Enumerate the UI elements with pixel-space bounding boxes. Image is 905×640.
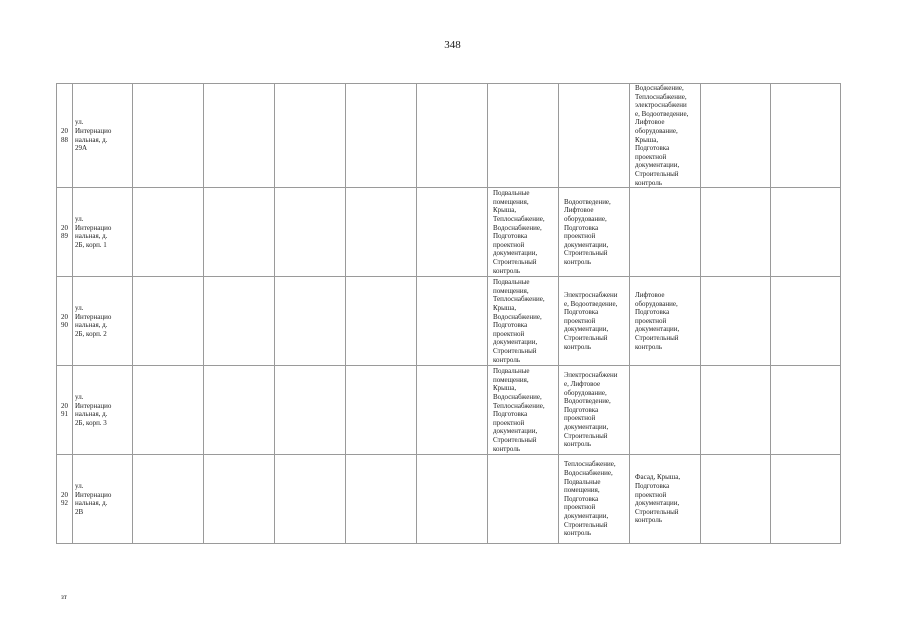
works-cell: [559, 455, 630, 544]
table-cell: [275, 366, 346, 455]
cell-line: 20: [61, 126, 68, 135]
cell-line: Строительный: [564, 249, 608, 258]
cell-line: Подготовка: [635, 144, 670, 153]
works-cell: [630, 455, 701, 544]
cell-line: Интернацио: [75, 490, 112, 499]
cell-line: документации,: [564, 512, 609, 521]
works-cell: [488, 366, 559, 455]
cell-line: Лифтовое: [635, 118, 665, 127]
cell-line: контроль: [493, 444, 521, 453]
works-cell: [630, 188, 701, 277]
cell-line: контроль: [564, 529, 592, 538]
page-number: 348: [444, 39, 461, 51]
cell-line: 20: [61, 223, 68, 232]
cell-line: Строительный: [493, 257, 537, 266]
table-cell: [275, 277, 346, 366]
works-cell: [559, 84, 630, 188]
cell-line: ул.: [75, 118, 84, 127]
cell-line: оборудование,: [635, 299, 678, 308]
cell-line: Водоотведение,: [564, 397, 611, 406]
cell-line: оборудование,: [635, 126, 678, 135]
cell-line: Подвальные: [493, 189, 530, 198]
cell-line: электроснабжени: [635, 101, 687, 110]
cell-line: Подготовка: [635, 308, 670, 317]
cell-line: е, Водоотведение,: [564, 299, 618, 308]
table-cell: [204, 188, 275, 277]
row-number-cell: [57, 84, 73, 188]
table-cell: [346, 277, 417, 366]
cell-line: Лифтовое: [564, 206, 594, 215]
cell-line: проектной: [635, 316, 667, 325]
cell-line: контроль: [564, 440, 592, 449]
cell-line: документации,: [635, 161, 680, 170]
cell-line: нальная, д.: [75, 232, 108, 241]
cell-line: Интернацио: [75, 401, 112, 410]
table-row: [57, 188, 841, 277]
cell-line: документации,: [564, 423, 609, 432]
cell-line: Теплоснабжение,: [493, 214, 545, 223]
table-cell: [204, 84, 275, 188]
cell-line: проектной: [635, 490, 667, 499]
cell-line: Подвальные: [493, 278, 530, 287]
cell-line: оборудование,: [564, 388, 607, 397]
cell-line: контроль: [635, 178, 663, 187]
cell-line: проектной: [493, 240, 525, 249]
cell-line: проектной: [635, 152, 667, 161]
cell-line: 92: [61, 499, 68, 508]
cell-line: помещения,: [493, 197, 529, 206]
cell-line: проектной: [564, 414, 596, 423]
cell-line: проектной: [493, 329, 525, 338]
cell-line: контроль: [493, 355, 521, 364]
table-cell: [204, 366, 275, 455]
cell-line: Подготовка: [564, 405, 599, 414]
cell-line: проектной: [564, 503, 596, 512]
cell-line: е, Лифтовое: [564, 380, 601, 389]
table-cell: [701, 366, 771, 455]
cell-line: 88: [61, 135, 68, 144]
address-cell: [73, 455, 133, 544]
cell-line: 2Б, корп. 3: [75, 418, 107, 427]
cell-line: 89: [61, 232, 68, 241]
table-cell: [701, 277, 771, 366]
cell-line: Водоснабжение,: [493, 392, 542, 401]
table-cell: [771, 277, 841, 366]
cell-line: Водоснабжение,: [493, 223, 542, 232]
works-cell: [488, 84, 559, 188]
cell-line: Подготовка: [564, 223, 599, 232]
cell-line: контроль: [564, 342, 592, 351]
table-cell: [771, 188, 841, 277]
cell-line: контроль: [564, 257, 592, 266]
cell-line: Строительный: [635, 507, 679, 516]
cell-line: Строительный: [493, 435, 537, 444]
cell-line: проектной: [493, 418, 525, 427]
cell-line: Теплоснабжение,: [564, 460, 616, 469]
works-cell: [488, 188, 559, 277]
table-cell: [275, 455, 346, 544]
cell-line: Подготовка: [564, 308, 599, 317]
cell-line: Строительный: [635, 169, 679, 178]
table-body: [57, 84, 841, 544]
table-cell: [133, 366, 204, 455]
row-number-cell: [57, 455, 73, 544]
works-table: [56, 83, 841, 544]
cell-line: Строительный: [564, 334, 608, 343]
table-cell: [346, 455, 417, 544]
table-cell: [346, 366, 417, 455]
table-cell: [701, 455, 771, 544]
cell-line: Водоотведение,: [564, 197, 611, 206]
cell-line: 20: [61, 312, 68, 321]
table-cell: [346, 188, 417, 277]
cell-line: контроль: [635, 516, 663, 525]
cell-line: проектной: [564, 316, 596, 325]
works-cell: [559, 188, 630, 277]
cell-line: Водоснабжение,: [493, 312, 542, 321]
cell-line: документации,: [564, 240, 609, 249]
cell-line: Подготовка: [493, 410, 528, 419]
cell-line: нальная, д.: [75, 135, 108, 144]
cell-line: Теплоснабжение,: [493, 401, 545, 410]
footer-mark: зт: [61, 593, 67, 601]
cell-line: контроль: [493, 266, 521, 275]
cell-line: документации,: [493, 249, 538, 258]
cell-line: Электроснабжени: [564, 371, 618, 380]
cell-line: Строительный: [564, 431, 608, 440]
cell-line: 90: [61, 321, 68, 330]
table-cell: [417, 277, 488, 366]
cell-line: 20: [61, 490, 68, 499]
cell-line: 91: [61, 410, 68, 419]
cell-line: ул.: [75, 303, 84, 312]
cell-line: документации,: [635, 325, 680, 334]
cell-line: оборудование,: [564, 214, 607, 223]
table-row: [57, 277, 841, 366]
cell-line: 2Б, корп. 1: [75, 240, 107, 249]
cell-line: Интернацио: [75, 223, 112, 232]
cell-line: Строительный: [635, 334, 679, 343]
table-row: [57, 366, 841, 455]
table-row: [57, 455, 841, 544]
cell-line: проектной: [564, 232, 596, 241]
cell-line: контроль: [635, 342, 663, 351]
cell-line: Теплоснабжение,: [493, 295, 545, 304]
cell-line: документации,: [493, 338, 538, 347]
cell-line: Крыша,: [635, 135, 659, 144]
table-row: [57, 84, 841, 188]
table-cell: [701, 188, 771, 277]
cell-line: нальная, д.: [75, 321, 108, 330]
table-cell: [417, 366, 488, 455]
cell-line: Подготовка: [564, 494, 599, 503]
cell-line: Фасад, Крыша,: [635, 473, 681, 482]
cell-line: ул.: [75, 392, 84, 401]
cell-line: Водоснабжение,: [635, 84, 684, 92]
cell-line: Лифтовое: [635, 291, 665, 300]
cell-line: нальная, д.: [75, 410, 108, 419]
cell-line: 2Б, корп. 2: [75, 329, 107, 338]
table-cell: [204, 277, 275, 366]
cell-line: Подвальные: [564, 477, 601, 486]
address-cell: [73, 366, 133, 455]
cell-line: Подготовка: [493, 321, 528, 330]
cell-line: Интернацио: [75, 126, 112, 135]
cell-line: документации,: [493, 427, 538, 436]
row-number-cell: [57, 366, 73, 455]
cell-line: ул.: [75, 481, 84, 490]
table-cell: [771, 455, 841, 544]
table-cell: [771, 84, 841, 188]
cell-line: Подготовка: [493, 232, 528, 241]
address-cell: [73, 188, 133, 277]
cell-line: Подготовка: [635, 481, 670, 490]
cell-line: ул.: [75, 214, 84, 223]
works-cell: [630, 84, 701, 188]
cell-line: 2В: [75, 507, 84, 516]
table-cell: [133, 455, 204, 544]
cell-line: Крыша,: [493, 206, 517, 215]
cell-line: Водоснабжение,: [564, 469, 613, 478]
cell-line: Подвальные: [493, 367, 530, 376]
works-cell: [488, 455, 559, 544]
table-cell: [417, 188, 488, 277]
works-cell: [630, 277, 701, 366]
table-cell: [771, 366, 841, 455]
cell-line: документации,: [635, 499, 680, 508]
table-cell: [275, 84, 346, 188]
works-cell: [630, 366, 701, 455]
address-cell: [73, 277, 133, 366]
cell-line: 29А: [75, 144, 88, 153]
cell-line: помещения,: [493, 286, 529, 295]
cell-line: Крыша,: [493, 303, 517, 312]
table-cell: [417, 84, 488, 188]
table-cell: [133, 277, 204, 366]
cell-line: помещения,: [564, 486, 600, 495]
cell-line: Электроснабжени: [564, 291, 618, 300]
cell-line: документации,: [564, 325, 609, 334]
table-cell: [204, 455, 275, 544]
table-cell: [133, 84, 204, 188]
table-cell: [275, 188, 346, 277]
cell-line: Теплоснабжение,: [635, 92, 687, 101]
cell-line: Строительный: [564, 520, 608, 529]
table-cell: [701, 84, 771, 188]
row-number-cell: [57, 188, 73, 277]
cell-line: помещения,: [493, 375, 529, 384]
cell-line: Крыша,: [493, 384, 517, 393]
works-cell: [488, 277, 559, 366]
table-cell: [346, 84, 417, 188]
cell-line: 20: [61, 401, 68, 410]
works-cell: [559, 366, 630, 455]
cell-line: Интернацио: [75, 312, 112, 321]
table-cell: [133, 188, 204, 277]
cell-line: е, Водоотведение,: [635, 109, 689, 118]
cell-line: Строительный: [493, 346, 537, 355]
works-cell: [559, 277, 630, 366]
row-number-cell: [57, 277, 73, 366]
address-cell: [73, 84, 133, 188]
table-cell: [417, 455, 488, 544]
cell-line: нальная, д.: [75, 499, 108, 508]
